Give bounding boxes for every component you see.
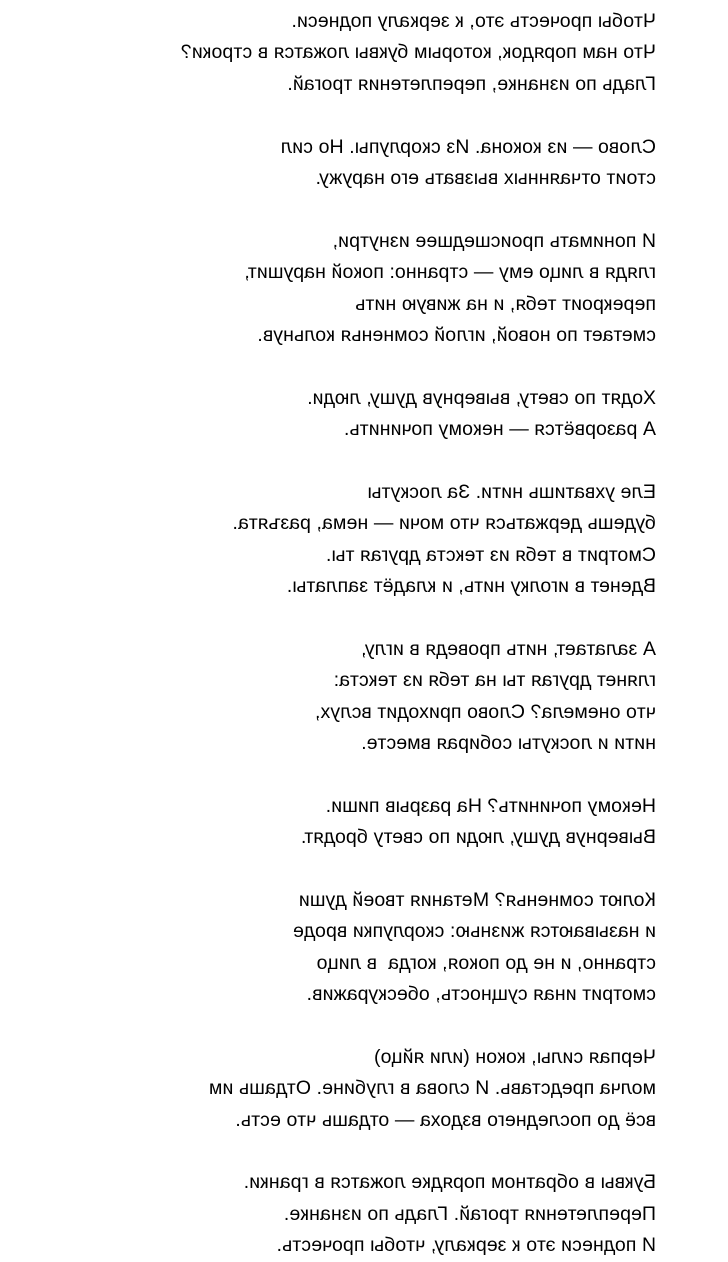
stanza-3 <box>16 226 656 352</box>
poem-line: Переплетения трогай. Гладь по изнанке. <box>283 1202 656 1225</box>
poem-line: А залатает, нить проведя в иглу, <box>361 637 656 660</box>
stanza-2 <box>16 132 656 195</box>
poem-line: Вывернув душу, люди по свету бродят. <box>300 826 656 849</box>
stanza-10 <box>16 1167 656 1261</box>
poem-line: Ходят по свету, вывернув душу, люди. <box>307 386 656 409</box>
poem-line: Некому починить? На разрыв пиши. <box>325 794 656 817</box>
poem-line: Вденет в иголку нить, и кладёт заплаты. <box>286 575 656 598</box>
poem-line: Колют сомненья? Метания твоей души <box>298 888 656 911</box>
stanza-8 <box>16 885 656 1011</box>
poem-line: Слово — из кокона. Из скорлупы. Но сил <box>280 135 656 158</box>
poem-line: молча представь. И слова в глубине. Отдашь им <box>208 1077 656 1100</box>
poem-line: глядя в лицо ему — странно: покой нарушит, <box>244 261 656 284</box>
poem-line: А разорвётся — некому починить. <box>343 418 656 441</box>
poem-line: Буквы в обратном порядке ложатся в гранки. <box>243 1171 656 1194</box>
poem-line: глянет другая ты на тебя из текста: <box>333 669 656 692</box>
stanza-6 <box>16 634 656 760</box>
poem-line: И поднеси это к зеркалу, чтобы прочесть. <box>276 1234 656 1257</box>
stanza-1 <box>16 6 656 100</box>
poem-line: что онемела? Слово приходит вслух, <box>314 700 656 723</box>
poem-line: И понимать происшедшее изнутри, <box>332 229 656 252</box>
poem-line: и называются жизнью: скорлупки вроде <box>292 920 656 943</box>
poem-line: странно, и не до покоя, когда в лицо <box>316 951 656 974</box>
poem-line: будешь держаться что мочи — нема, разъята. <box>232 512 656 535</box>
poem-line: сметает по новой, иглой сомненья кольнув. <box>257 323 656 346</box>
stanza-5 <box>16 477 656 603</box>
poem-line: всё до последнего вздоха — отдашь что есть. <box>235 1108 656 1131</box>
poem-line: Смотрит в тебя из текста другая ты. <box>325 543 656 566</box>
poem-line: смотрит иная сущность, обескуражив. <box>306 983 656 1006</box>
poem-line: Еле ухватишь нити. За лоскуты <box>367 480 656 503</box>
poem-line: нити и лоскуты собирая вместе. <box>361 731 656 754</box>
stanza-4 <box>16 383 656 446</box>
poem-line: Гладь по изнанке, переплетения трогай. <box>287 72 656 95</box>
poem-line: Что нам порядок, которым буквы ложатся в строки? <box>180 41 656 64</box>
poem-line: Чтобы прочесть это, к зеркалу поднеси. <box>291 10 656 32</box>
stanza-7 <box>16 791 656 854</box>
poem-line: стоит отчаянных вызвать его наружу. <box>315 166 656 189</box>
poem-line: перекроит тебя, и на живую нить <box>355 292 656 315</box>
poem-line: Черпая силы, кокон (или яйцо) <box>373 1045 656 1068</box>
stanza-9 <box>16 1042 656 1136</box>
poem-text <box>16 6 656 1262</box>
